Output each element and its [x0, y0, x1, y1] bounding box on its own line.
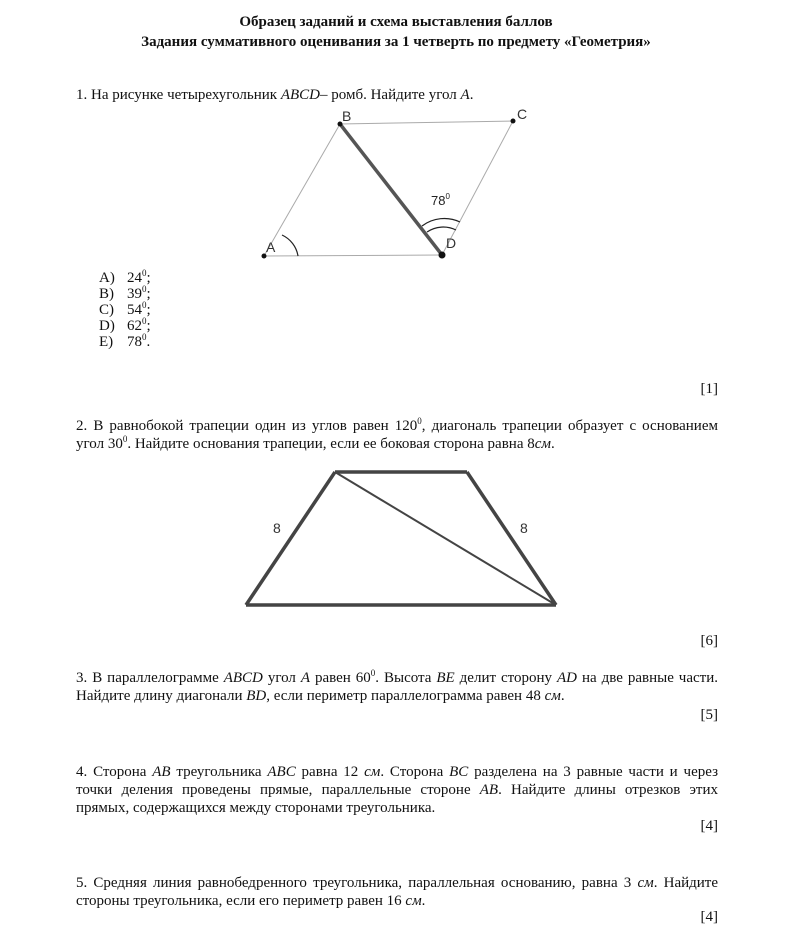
task4-bc: BC: [449, 764, 469, 780]
angle-78-degree: 0: [445, 192, 450, 201]
task3-unit: см: [544, 688, 561, 704]
task2-text-a: В равнобокой трапеции один из углов равен 120: [93, 418, 418, 434]
task2-text-c: . Найдите основания трапеции, если ее боковая сторона равна 8: [127, 436, 535, 452]
option-letter: E): [99, 334, 114, 350]
task5-text-c: .: [421, 893, 426, 909]
label-a: A: [266, 239, 276, 255]
option-end: ;: [146, 302, 151, 318]
option-letter: A): [99, 270, 115, 286]
option-end: .: [146, 334, 151, 350]
task4-text-f: . Найдите длины отрезков этих прямых, содержащихся между сторонами треугольника.: [76, 782, 719, 816]
option-degree: 0: [142, 284, 147, 294]
trapezoid-diagonal: [335, 472, 556, 605]
task2-unit: см: [534, 436, 551, 452]
task1-text-b: – ромб. Найдите угол: [319, 87, 461, 103]
header-line2: Задания суммативного оценивания за 1 четверть по предмету «Геометрия»: [141, 34, 651, 50]
option-letter: D): [99, 318, 115, 334]
task3-ad: AD: [557, 670, 577, 686]
task2-text-d: .: [550, 436, 555, 452]
task4-score: [4]: [700, 818, 718, 834]
task1-number: 1.: [76, 87, 88, 103]
task3-text-f: на две равные части. Найдите длину диагонали: [76, 670, 718, 704]
option-letter: C): [99, 302, 114, 318]
task5-question: [76, 874, 718, 910]
task2-degree-1: 0: [417, 416, 422, 426]
task3-text-a: В параллелограмме: [92, 670, 224, 686]
task4-ab2: AB: [479, 782, 499, 798]
option-letter: B): [99, 286, 114, 302]
task2-number: 2.: [76, 418, 88, 434]
task4-text-c: равна 12: [295, 764, 365, 780]
task3-degree: 0: [370, 668, 376, 678]
task4-question: [76, 763, 718, 817]
option-end: ;: [146, 318, 151, 334]
option-degree: 0: [142, 316, 147, 326]
task5-score: [4]: [700, 909, 718, 925]
task1-abcd: ABCD: [280, 87, 320, 103]
task5-text-a: Средняя линия равнобедренного треугольника, параллельная основанию, равна 3: [93, 875, 638, 891]
task5-number: 5.: [76, 875, 88, 891]
trapezoid-left-side: [246, 472, 335, 605]
left-side-length: 8: [273, 520, 281, 536]
task3-abcd: ABCD: [223, 670, 263, 686]
task1-angle-a: A: [460, 87, 470, 103]
task2-text-b: , диагональ трапеции образует с основанием угол 30: [76, 418, 718, 452]
label-b: B: [342, 108, 352, 124]
task3-score: [5]: [700, 707, 718, 723]
task2-score: [6]: [700, 633, 718, 649]
task4-abc: ABC: [267, 764, 296, 780]
task5-unit-1: см: [637, 875, 654, 891]
task3-text-d: . Высота: [375, 670, 437, 686]
task4-text-e: разделена на 3 равные части и через точки деления проведены прямые, параллельные стороне: [76, 764, 718, 798]
task4-number: 4.: [76, 764, 88, 780]
option-value: 39: [127, 286, 142, 302]
task3-be: BE: [436, 670, 455, 686]
right-side-length: 8: [520, 520, 528, 536]
task4-text-b: треугольника: [170, 764, 268, 780]
task1-text-a: На рисунке четырехугольник: [91, 87, 281, 103]
option-value: 54: [127, 302, 142, 318]
option-value: 78: [127, 334, 142, 350]
angle-78-value: 78: [431, 193, 446, 208]
task3-a: A: [300, 670, 311, 686]
option-degree: 0: [142, 268, 147, 278]
option-degree: 0: [142, 300, 147, 310]
task3-text-c: равен 60: [310, 670, 371, 686]
option-value: 24: [127, 270, 142, 286]
task4-text-d: . Сторона: [380, 764, 450, 780]
task1-text-c: .: [469, 87, 474, 103]
task3-text-b: угол: [262, 670, 301, 686]
header-line1: Образец заданий и схема выставления баллов: [239, 14, 553, 30]
task3-bd: BD: [246, 688, 267, 704]
task4-ab: AB: [152, 764, 171, 780]
option-end: ;: [146, 286, 151, 302]
label-d: D: [446, 235, 457, 251]
label-c: C: [517, 106, 528, 122]
task4-unit: см: [364, 764, 381, 780]
task2-degree-2: 0: [122, 434, 128, 444]
task3-text-h: .: [560, 688, 565, 704]
trapezoid-right-side: [467, 472, 556, 605]
task5-unit-2: см: [405, 893, 422, 909]
task3-question: [76, 669, 718, 705]
task1-score: [1]: [700, 381, 718, 397]
task4-text-a: Сторона: [93, 764, 153, 780]
task3-text-g: , если периметр параллелограмма равен 48: [266, 688, 545, 704]
option-value: 62: [127, 318, 142, 334]
option-end: ;: [146, 270, 151, 286]
option-degree: 0: [142, 332, 147, 342]
task3-number: 3.: [76, 670, 88, 686]
task3-text-e: делит сторону: [454, 670, 557, 686]
task5-text-b: . Найдите стороны треугольника, если его периметр равен 16: [76, 875, 718, 909]
